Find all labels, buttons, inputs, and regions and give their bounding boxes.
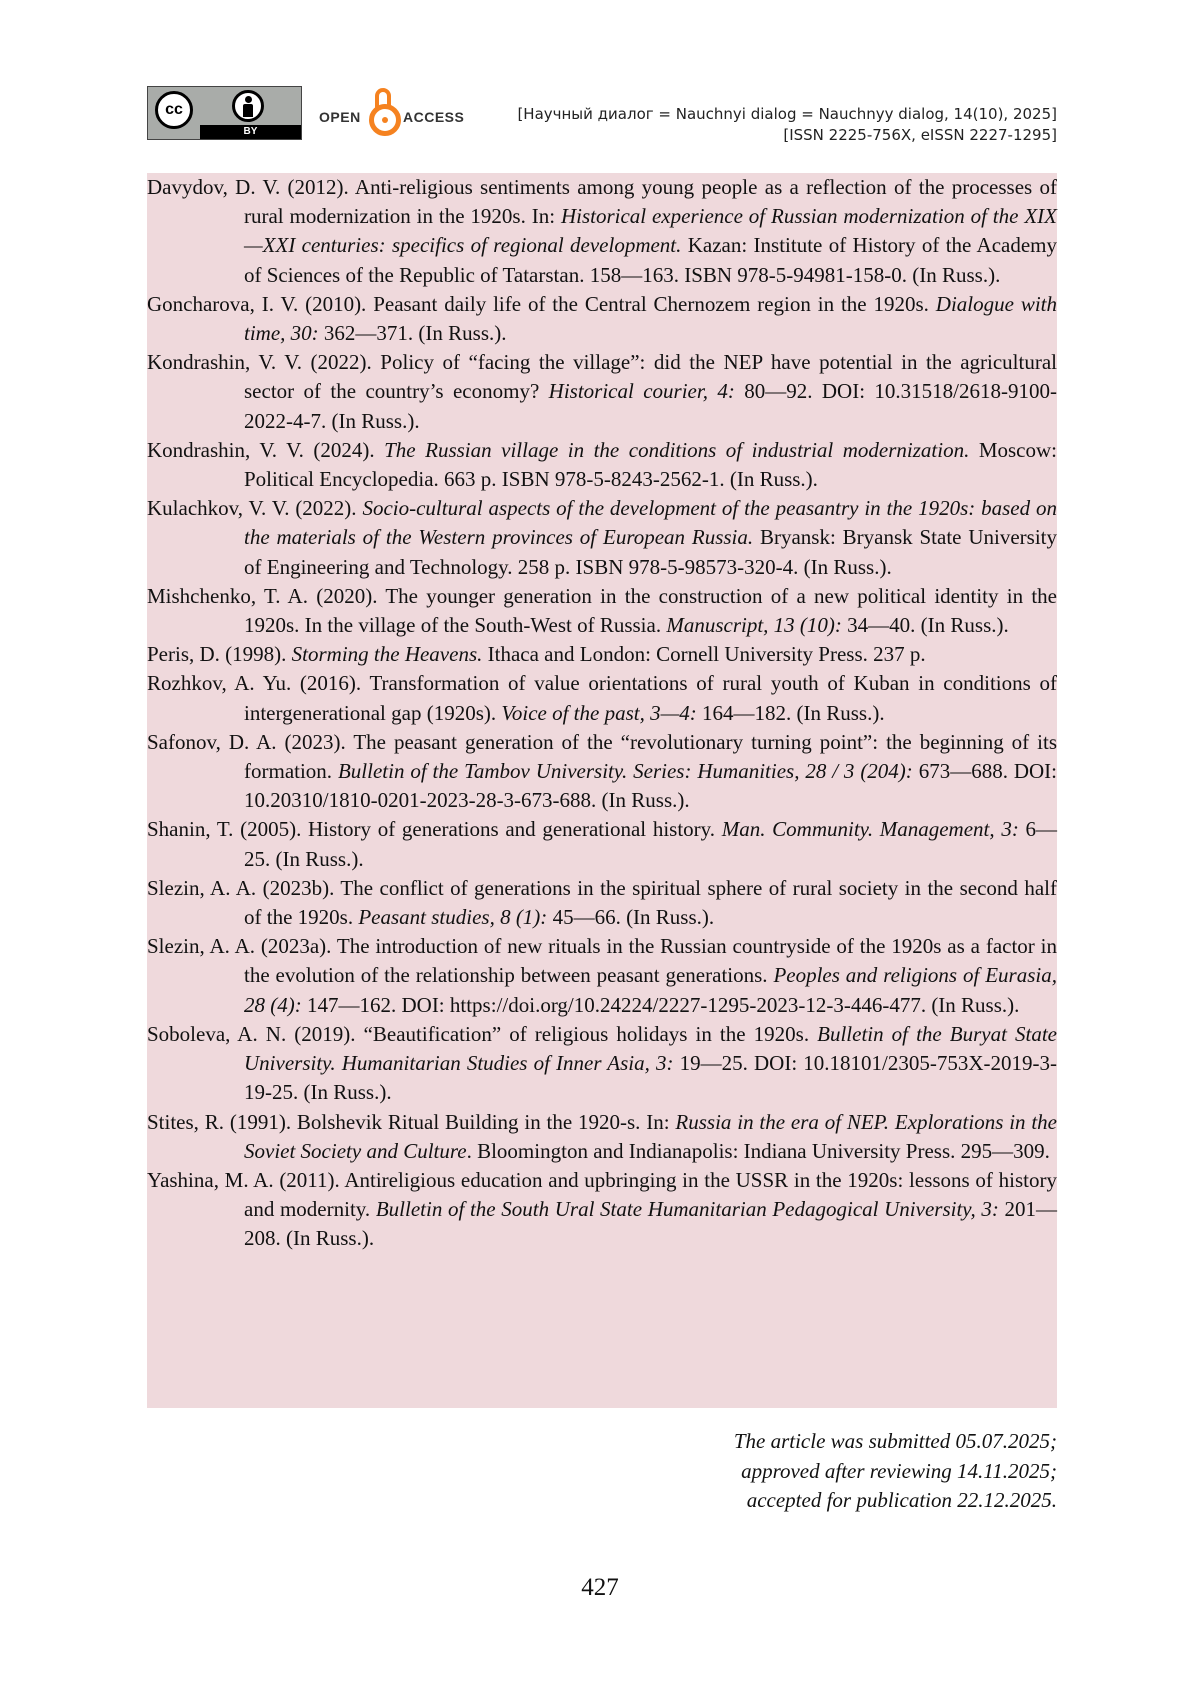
access-label: ACCESS — [403, 109, 465, 125]
reference-author-title: Davydov, D. V. (2012). Anti-religious sentiments among young people as a reflection of the processes of rural modernization in the 1920s. In: — [147, 175, 1057, 229]
accepted-date: accepted for publication 22.12.2025. — [746, 1488, 1057, 1512]
reference-author-title: Kondrashin, V. V. (2024). — [147, 437, 385, 462]
reference-source: The Russian village in the conditions of industrial modernization. — [384, 437, 970, 462]
reference-details: 164—182. (In Russ.). — [696, 700, 885, 725]
reference-details: 19—25. DOI: 10.18101/2305-753X-2019-3-19-25. (In Russ.). — [244, 1051, 1057, 1105]
reference-author-title: Slezin, A. A. (2023a). The introduction of new rituals in the Russian countryside of the 1920s as a factor in the evolution of the relationship between peasant generations. — [147, 934, 1057, 988]
reference-source: Dialogue with time, 30: — [244, 291, 1057, 346]
reference-author-title: Soboleva, A. N. (2019). “Beautification” of religious holidays in the 1920s. — [147, 1021, 818, 1046]
reference-item — [147, 1108, 1057, 1166]
reference-item — [147, 669, 1057, 727]
cc-by-license-badge[interactable] — [147, 86, 302, 140]
reference-details: Kazan: Institute of History of the Academy of Sciences of the Republic of Tatarstan. 158—163. ISBN 978-5-94981-158-0. (In Russ.). — [244, 233, 1058, 287]
reference-item — [147, 932, 1057, 1020]
reference-author-title: Goncharova, I. V. (2010). Peasant daily life of the Central Chernozem region in the 1920s. — [147, 291, 936, 316]
references-list — [147, 173, 1057, 1254]
reference-details: 80—92. DOI: 10.31518/2618-9100-2022-4-7. (In Russ.). — [244, 379, 1057, 433]
reference-details: 201—208. (In Russ.). — [244, 1197, 1057, 1251]
reference-item — [147, 1020, 1057, 1108]
reference-details: . Bloomington and Indianapolis: Indiana University Press. 295—309. — [466, 1138, 1050, 1163]
submission-dates — [734, 1427, 1057, 1516]
reference-item — [147, 173, 1057, 290]
reference-source: Historical courier, 4: — [548, 379, 735, 404]
reference-author-title: Rozhkov, A. Yu. (2016). Transformation of value orientations of rural youth of Kuban in conditions of intergenerational gap (1920s). — [147, 671, 1057, 725]
open-access-logo[interactable] — [319, 86, 469, 142]
reference-details: Moscow: Political Encyclopedia. 663 p. ISBN 978-5-8243-2562-1. (In Russ.). — [244, 437, 1057, 492]
reference-source: Man. Community. Management, 3: — [721, 817, 1019, 842]
journal-info — [517, 104, 1057, 146]
reference-author-title: Shanin, T. (2005). History of generations and generational history. — [147, 817, 722, 842]
reference-author-title: Mishchenko, T. A. (2020). The younger generation in the construction of a new political identity in the 1920s. In the village of the South-West of Russia. — [147, 583, 1057, 638]
reference-item — [147, 1166, 1057, 1254]
reference-item — [147, 348, 1057, 436]
reference-item — [147, 494, 1057, 582]
reference-item — [147, 728, 1057, 816]
reference-details: 362—371. (In Russ.). — [318, 321, 507, 346]
reference-details: 673—688. DOI: 10.20310/1810-0201-2023-28-3-673-688. (In Russ.). — [244, 759, 1057, 813]
reference-item — [147, 436, 1057, 494]
reference-author-title: Kulachkov, V. V. (2022). — [147, 496, 363, 521]
reference-source: Historical experience of Russian modernization of the XIX—XXI centuries: specifics of regional development. — [244, 204, 1057, 258]
reference-author-title: Yashina, M. A. (2011). Antireligious education and upbringing in the USSR in the 1920s: lessons of history and modernity. — [147, 1167, 1057, 1222]
creative-commons-icon: cc — [155, 91, 193, 129]
reference-item — [147, 815, 1057, 873]
reference-item — [147, 640, 1057, 669]
reference-item — [147, 874, 1057, 932]
reference-author-title: Stites, R. (1991). Bolshevik Ritual Building in the 1920-s. In: — [147, 1109, 676, 1134]
reference-author-title: Safonov, D. A. (2023). The peasant generation of the “revolutionary turning point”: the beginning of its formation. — [147, 729, 1057, 784]
reference-item — [147, 290, 1057, 348]
reference-details: Bryansk: Bryansk State University of Engineering and Technology. 258 p. ISBN 978-5-98573-320-4. (In Russ.). — [244, 525, 1057, 579]
open-access-lock-body — [369, 104, 401, 136]
reference-details: 147—162. DOI: https://doi.org/10.24224/2227-1295-2023-12-3-446-477. (In Russ.). — [301, 992, 1020, 1017]
reference-details: 45—66. (In Russ.). — [547, 905, 715, 930]
page-number: 427 — [581, 1574, 619, 1601]
reference-author-title: Slezin, A. A. (2023b). The conflict of generations in the spiritual sphere of rural society in the second half of the 1920s. — [147, 875, 1057, 930]
journal-issn-line: [ISSN 2225-756X, eISSN 2227-1295] — [783, 126, 1057, 144]
reference-source: Peoples and religions of Eurasia, 28 (4): — [244, 963, 1057, 1017]
reference-source: Peasant studies, 8 (1): — [358, 905, 548, 930]
reference-source: Bulletin of the South Ural State Humanitarian Pedagogical University, 3: — [375, 1197, 999, 1222]
reference-item — [147, 582, 1057, 640]
reference-source: Manuscript, 13 (10): — [666, 613, 842, 638]
open-label: OPEN — [319, 109, 361, 125]
reference-source: Russia in the era of NEP. Explorations in the Soviet Society and Culture — [244, 1109, 1058, 1163]
reference-details: 34—40. (In Russ.). — [841, 613, 1009, 638]
reference-author-title: Kondrashin, V. V. (2022). Policy of “facing the village”: did the NEP have potential in the agricultural sector of the country’s economy? — [147, 350, 1057, 404]
reference-source: Bulletin of the Tambov University. Series: Humanities, 28 / 3 (204): — [337, 759, 913, 784]
approved-date: approved after reviewing 14.11.2025; — [741, 1458, 1057, 1483]
references-block — [147, 173, 1057, 1408]
reference-details: 6—25. (In Russ.). — [244, 817, 1057, 871]
by-person-icon — [232, 90, 264, 122]
page-header — [147, 86, 1057, 146]
reference-source: Voice of the past, 3—4: — [501, 700, 697, 725]
reference-source: Bulletin of the Buryat State University. Humanitarian Studies of Inner Asia, 3: — [244, 1021, 1058, 1076]
license-by-label: BY — [200, 125, 301, 139]
journal-title-line: [Научный диалог = Nauchnyi dialog = Nauchnyy dialog, 14(10), 2025] — [517, 105, 1057, 123]
submitted-date: The article was submitted 05.07.2025; — [733, 1429, 1057, 1453]
reference-source: Socio-cultural aspects of the development of the peasantry in the 1920s: based on the materials of the Western provinces of European Russia. — [244, 496, 1057, 550]
reference-source: Storming the Heavens. — [291, 642, 483, 667]
reference-details: Ithaca and London: Cornell University Press. 237 p. — [482, 642, 926, 667]
reference-author-title: Peris, D. (1998). — [147, 642, 292, 667]
